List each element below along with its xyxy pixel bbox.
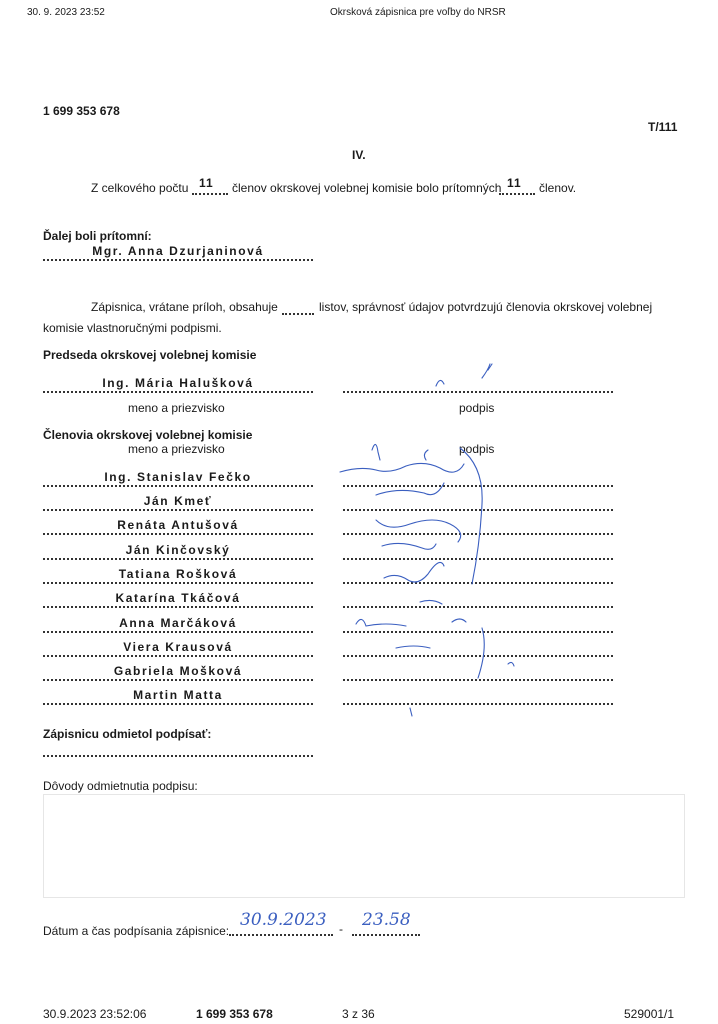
footer-page: 3 z 36 [342,1007,375,1021]
member-name-line [43,703,313,705]
member-signature-line [343,631,613,633]
signature-mark-5 [382,543,436,549]
member-name-line [43,582,313,584]
member-name: Tatiana Rošková [118,567,238,581]
signing-separator: - [339,922,343,936]
also-present-line [43,259,313,261]
footer-timestamp: 30.9.2023 23:52:06 [43,1007,147,1021]
members-name-caption: meno a priezvisko [128,442,225,456]
member-name: Gabriela Mošková [113,664,243,678]
member-signature-line [343,703,613,705]
member-name: Martin Matta [133,688,223,702]
section-title: IV. [352,148,366,162]
reasons-box [43,794,685,898]
member-name-line [43,509,313,511]
member-name-line [43,631,313,633]
form-code: T/111 [648,120,678,134]
members-heading: Členovia okrskovej volebnej komisie [43,428,253,442]
chair-name: Ing. Mária Halušková [102,376,254,390]
appendix-text-before: Zápisnica, vrátane príloh, obsahuje [91,300,278,314]
attendance-text-after: členov. [539,181,577,195]
chair-sign-caption: podpis [459,401,495,415]
signature-mark-4 [376,520,461,542]
member-name-line [43,655,313,657]
chair-name-line [43,391,313,393]
appendix-text-line2: komisie vlastnoručnými podpismi. [43,321,222,335]
total-members-value: 11 [199,176,214,190]
member-name: Viera Krausová [123,640,233,654]
member-name: Anna Marčáková [119,616,237,630]
refused-name-line [43,755,313,757]
attendance-text-middle: členov okrskovej volebnej komisie bolo prítomných [232,181,502,195]
member-signature-line [343,558,613,560]
member-signature-line [343,606,613,608]
signature-mark-1 [372,444,428,460]
member-name: Ján Kmeť [143,494,213,508]
signature-mark-10 [508,662,514,666]
signing-time: 23.58 [362,910,411,930]
signature-mark-9 [396,628,484,678]
member-name-line [43,679,313,681]
signing-label: Dátum a čas podpísania zápisnice: [43,924,230,938]
member-name-line [43,485,313,487]
also-present-name: Mgr. Anna Dzurjaninová [92,244,264,258]
signing-date: 30.9.2023 [240,910,327,930]
header-title: Okrsková zápisnica pre voľby do NRSR [330,7,506,18]
member-signature-line [343,582,613,584]
also-present-heading: Ďalej boli prítomní: [43,229,152,243]
member-name-line [43,558,313,560]
print-datetime: 30. 9. 2023 23:52 [27,7,105,18]
member-signature-line [343,509,613,511]
signature-mark-11 [410,708,412,716]
member-name: Renáta Antušová [117,518,239,532]
members-sign-caption: podpis [459,442,495,456]
chair-heading: Predseda okrskovej volebnej komisie [43,348,257,362]
attendance-text-before: Z celkového počtu [91,181,189,195]
signing-date-line [229,934,333,936]
appendix-text-after: listov, správnosť údajov potvrdzujú členovia okrskovej volebnej [319,300,653,314]
member-signature-line [343,679,613,681]
member-signature-line [343,533,613,535]
member-name: Katarína Tkáčová [115,591,241,605]
signature-mark-8 [356,619,466,626]
footer-code: 529001/1 [624,1007,675,1021]
signature-mark-7 [420,600,442,604]
document-number: 1 699 353 678 [43,104,120,118]
footer-document-number: 1 699 353 678 [196,1007,273,1021]
reasons-label: Dôvody odmietnutia podpisu: [43,779,198,793]
total-members-line [192,193,228,195]
present-members-line [499,193,535,195]
chair-signature [436,364,492,386]
member-name-line [43,533,313,535]
member-name: Ján Kinčovský [125,543,231,557]
member-name-line [43,606,313,608]
signature-mark-6 [384,562,444,582]
chair-name-caption: meno a priezvisko [128,401,225,415]
signing-time-line [352,934,420,936]
sheets-count-line [282,313,314,315]
chair-signature-line [343,391,613,393]
refused-heading: Zápisnicu odmietol podpísať: [43,727,212,741]
member-name: Ing. Stanislav Fečko [104,470,252,484]
signature-mark-2 [340,448,482,584]
member-signature-line [343,655,613,657]
present-members-value: 11 [507,176,522,190]
member-signature-line [343,485,613,487]
